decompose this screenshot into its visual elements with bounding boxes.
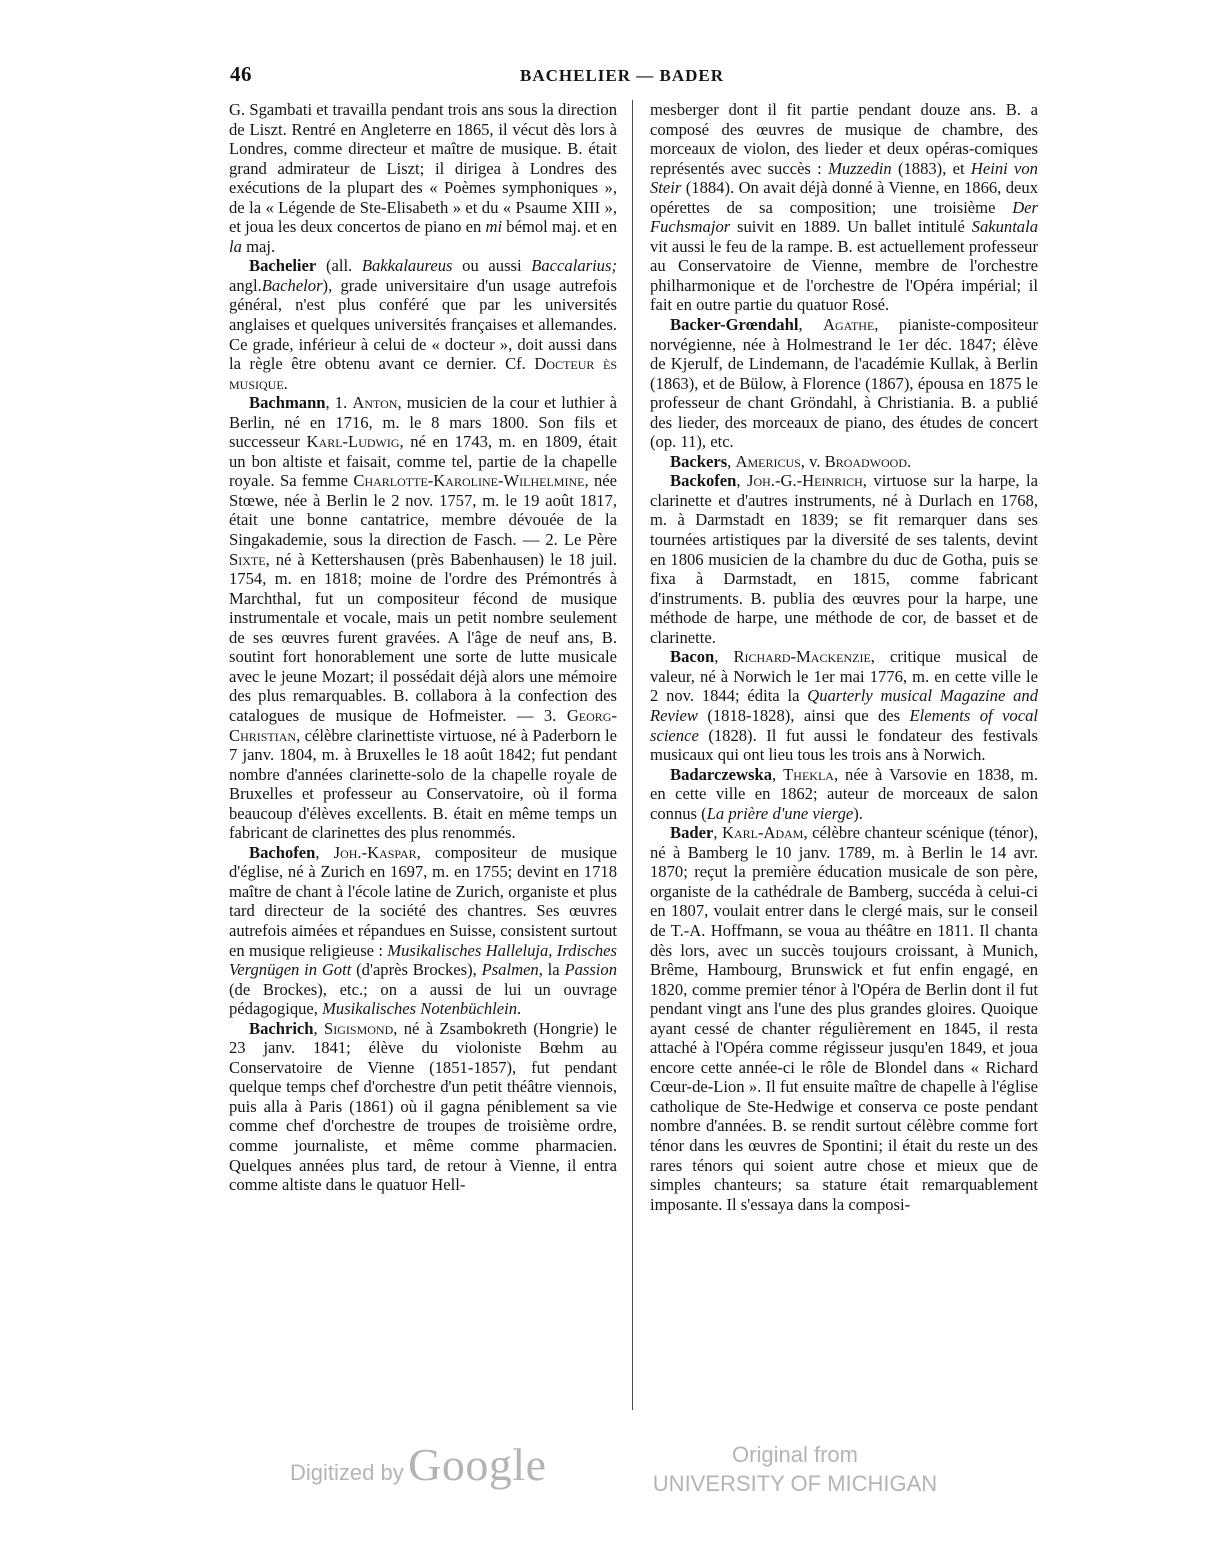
entry-backofen: Backofen, Joh.-G.-Heinrich, virtuose sur la harpe, la clarinette et d'autres instruments, né à Durlach en 1768, m. à Darmstadt en 1839; se fit remarquer dans ses tournées artistiques par la diversité de ses talents, devint en 1806 musicien de la chambre du duc de Gotha, puis se fixa à Darmstadt, en 1815, comme fabricant d'instruments. B. publia des œuvres pour la harpe, une méthode de harpe, une méthode de cor, de basset et de clarinette. xyxy=(650,471,1038,647)
headword: Backofen xyxy=(670,471,737,491)
entry-continuation: mesberger dont il fit partie pendant douze ans. B. a composé des œuvres de musique de chambre, des morceaux de violon, des lieder et deux opéras-comiques représentés avec succès : Muzzedin (1883), et Heini von Steir (1884). On avait déjà donné à Vienne, en 1866, deux opérettes de sa composition; une troisième Der Fuchsmajor suivit en 1889. Un ballet intitulé Sakuntala vit aussi le feu de la rampe. B. est actuellement professeur au Conservatoire de Vienne, membre de l'orchestre philharmonique et de l'orchestre de l'Opéra impérial; il fait en outre partie du quatuor Rosé. xyxy=(650,100,1039,315)
headword: Backer-Grœndahl xyxy=(670,315,799,335)
headword: Bacon xyxy=(670,647,715,667)
digitized-by-google-watermark: Digitized by Google xyxy=(290,1439,547,1490)
column-rule xyxy=(632,100,633,1410)
entry-continuation: G. Sgambati et travailla pendant trois ans sous la direction de Liszt. Rentré en Angleterre en 1865, il vécut dès lors à Londres, comme directeur et maître de musique. B. était grand admirateur de Liszt; il dirigea à Londres des exécutions de la plupart des « Poèmes symphoniques », de la « Légende de Ste-Elisabeth » et du « Psaume XIII », et joua les deux concertos de piano en mi bémol maj. et en la maj. xyxy=(229,100,617,256)
entry-bachrich: Bachrich, Sigismond, né à Zsambokreth (Hongrie) le 23 janv. 1841; élève du violoniste Bœhm au Conservatoire de Vienne (1851-1857), fut pendant quelque temps chef d'orchestre d'un petit théâtre viennois, puis alla à Paris (1861) où il gagna péniblement sa vie comme chef d'orchestre de troupes de troisième ordre, comme journaliste, et même comme pharmacien. Quelques années plus tard, de retour à Vienne, il entra comme altiste dans le quatuor Hell- xyxy=(229,1018,617,1195)
headword: Backers xyxy=(670,451,728,471)
original-from-watermark: Original from UNIVERSITY OF MICHIGAN xyxy=(652,1442,938,1496)
headword: Bachmann xyxy=(249,393,326,413)
headword: Bader xyxy=(670,823,714,843)
page-number: 46 xyxy=(230,62,252,86)
headword: Bachrich xyxy=(249,1018,314,1038)
google-logo: Google xyxy=(408,1439,547,1490)
entry-badarczewska: Badarczewska, Thekla, née à Varsovie en 1838, m. en cette ville en 1862; auteur de morceaux de salon connus (La prière d'une vierge). xyxy=(650,764,1038,823)
entry-bachmann: Bachmann, 1. Anton, musicien de la cour et luthier à Berlin, né en 1716, m. le 8 mars 1800. Son fils et successeur Karl-Ludwig, né en 1743, m. en 1809, était un bon altiste et faisait, comme tel, partie de la chapelle royale. Sa femme Charlotte-Karoline-Wilhelmine, née Stœwe, née à Berlin le 2 nov. 1757, m. le 19 août 1817, était une bonne cantatrice, membre dévouée de la Singakademie, sous la direction de Fasch. — 2. Le Père Sixte, né à Kettershausen (près Babenhausen) le 18 juil. 1754, m. en 1818; moine de l'ordre des Prémontrés à Marchthal, fut un compositeur fécond de musique instrumentale et vocale, mais un petit nombre seulement de ses œuvres furent gravées. A l'âge de neuf ans, B. soutint fort honorablement une sorte de lutte musicale avec le jeune Mozart; il possédait déjà alors une mémoire des plus remarquables. B. collabora à la confection des catalogues de musique de Hofmeister. — 3. Georg-Christian, célèbre clarinettiste virtuose, né à Paderborn le 7 janv. 1804, m. à Bruxelles le 18 août 1842; fut pendant nombre d'années clarinette-solo de la chapelle royale de Bruxelles et professeur au Conservatoire, où il forma beaucoup d'élèves excellents. B. était en même temps un fabricant de clarinettes des plus renommés. xyxy=(229,393,618,843)
headword: Bachelier xyxy=(249,256,317,276)
running-head: BACHELIER — BADER xyxy=(520,66,725,85)
headword: Bachofen xyxy=(249,842,316,862)
column-right xyxy=(650,100,1038,1214)
entry-bader: Bader, Karl-Adam, célèbre chanteur scénique (ténor), né à Bamberg le 10 janv. 1789, m. à Berlin le 14 avr. 1870; reçut la première éducation musicale de son père, organiste de la cathédrale de Bamberg, succéda à celui-ci en 1807, voulait entrer dans le clergé mais, sur le conseil de T.-A. Hoffmann, se voua au théâtre en 1811. Il chanta dès lors, avec un succès toujours croissant, à Munich, Brême, Hambourg, Brunswick et fut enfin engagé, en 1820, comme premier ténor à l'Opéra de Berlin dont il fut pendant vingt ans l'une des plus grandes gloires. Quoique ayant cessé de chanter régulièrement en 1845, il resta attaché à l'Opéra comme régisseur jusqu'en 1849, et joua encore cette année-ci le rôle de Blondel dans « Richard Cœur-de-Lion ». Il fut ensuite maître de chapelle à l'église catholique de Ste-Hedwige et conserva ce poste pendant nombre d'années. B. se rendit surtout célèbre comme fort ténor dans les œuvres de Spontini; il était du reste un des rares ténors qui soient autre chose et mieux que de simples chanteurs; sa stature était remarquablement imposante. Il s'essaya dans la composi- xyxy=(650,823,1038,1214)
entry-backers: Backers, Americus, v. Broadwood. xyxy=(670,451,912,471)
entry-bachofen: Bachofen, Joh.-Kaspar, compositeur de musique d'église, né à Zurich en 1697, m. en 1755; devint en 1718 maître de chant à l'école latine de Zurich, organiste et plus tard directeur de la société des chantres. Ses œuvres autrefois aimées et répandues en Suisse, consistent surtout en musique religieuse : Musikalisches Halleluja, Irdisches Vergnügen in Gott (d'après Brockes), Psalmen, la Passion (de Brockes), etc.; on a aussi de lui un ouvrage pédagogique, Musikalisches Notenbüchlein. xyxy=(229,842,617,1019)
entry-bachelier: Bachelier (all. Bakkalaureus ou aussi Baccalarius; angl.Bachelor), grade universitaire d'un usage autrefois général, n'est plus conféré que par les universités anglaises et quelques universités françaises et allemandes. Ce grade, inférieur à celui de « docteur », doit aussi dans la règle être obtenu avant ce dernier. Cf. Docteur ès musique. xyxy=(229,256,617,393)
headword: Badarczewska xyxy=(670,764,773,784)
entry-backer-groendahl: Backer-Grœndahl, Agathe, pianiste-compositeur norvégienne, née à Holmestrand le 1er déc. 1847; élève de Kjerulf, de Lindemann, de l'académie Kullak, à Berlin (1863), et de Bülow, à Florence (1867), épousa en 1875 le professeur de chant Gröndahl, à Christiania. B. a publié des lieder, des morceaux de piano, des études de concert (op. 11), etc. xyxy=(650,315,1038,452)
column-left xyxy=(229,100,617,1195)
entry-bacon: Bacon, Richard-Mackenzie, critique musical de valeur, né à Norwich le 1er mai 1776, m. en cette ville le 2 nov. 1844; édita la Quarterly musical Magazine and Review (1818-1828), ainsi que des Elements of vocal science (1828). Il fut aussi le fondateur des festivals musicaux qui ont lieu tous les trois ans à Norwich. xyxy=(650,647,1039,765)
